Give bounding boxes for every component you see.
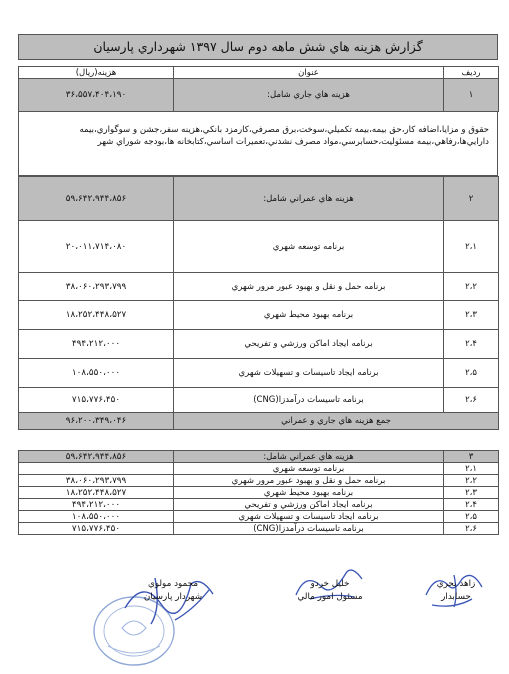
row-label: برنامه توسعه شهري	[174, 221, 444, 273]
row-amount: ۷۱۵،۷۷۶،۴۵۰	[19, 388, 174, 413]
summary-table	[18, 450, 499, 535]
table-row	[19, 273, 499, 301]
row-amount: ۳۶،۵۵۷،۴۰۴،۱۹۰	[19, 79, 174, 112]
header-subject: عنوان	[174, 67, 444, 79]
row-no: ۲،۲	[444, 475, 499, 487]
row-label: برنامه ايجاد تاسيسات و تسهيلات شهري	[174, 511, 444, 523]
row-no: ۲،۳	[444, 487, 499, 499]
row-no: ۲،۶	[444, 523, 499, 535]
total-row	[19, 413, 499, 430]
mayor-signature-block	[118, 578, 228, 604]
main-table-bottom	[18, 176, 499, 430]
summary-row	[19, 511, 499, 523]
treasurer-name: زاهد بحري	[436, 579, 476, 589]
table-header-row	[19, 67, 499, 79]
summary-row	[19, 499, 499, 511]
row-amount: ۱۰۸،۵۵۰،۰۰۰	[19, 511, 174, 523]
row-amount	[19, 463, 174, 475]
row-amount: ۲۰،۰۱۱،۷۱۴،۰۸۰	[19, 221, 174, 273]
row-no: ۲،۵	[444, 511, 499, 523]
row-amount: ۱۰۸،۵۵۰،۰۰۰	[19, 359, 174, 388]
treasurer-role: حسابدار	[441, 592, 471, 602]
row-amount: ۳۸،۰۶۰،۲۹۳،۷۹۹	[19, 475, 174, 487]
finance-name: خليل خردو	[310, 579, 350, 589]
row-label: برنامه حمل و نقل و بهبود عبور مرور شهري	[174, 273, 444, 301]
row-label: برنامه بهبود محيط شهري	[174, 301, 444, 330]
table-row	[19, 330, 499, 359]
mayor-role: شهردار پارسيان	[143, 592, 203, 602]
row-no: ۲	[444, 177, 499, 221]
row-amount: ۵۹،۶۴۲،۹۴۴،۸۵۶	[19, 451, 174, 463]
row-amount: ۱۸،۲۵۲،۴۴۸،۵۲۷	[19, 301, 174, 330]
total-amount: ۹۶،۲۰۰،۳۴۹،۰۴۶	[19, 413, 174, 430]
summary-row	[19, 487, 499, 499]
report-title: گزارش هزينه هاي شش ماهه دوم سال ۱۳۹۷ شهرداري پارسيان	[18, 34, 498, 60]
row-label: هزينه هاي عمراني شامل:	[174, 177, 444, 221]
row-no: ۲،۳	[444, 301, 499, 330]
row-amount: ۵۹،۶۴۲،۹۴۴،۸۵۶	[19, 177, 174, 221]
table-row	[19, 359, 499, 388]
row-no: ۲،۲	[444, 273, 499, 301]
row-amount: ۴۹۴،۲۱۲،۰۰۰	[19, 330, 174, 359]
row-label: برنامه تاسيسات درآمدزا(CNG)	[174, 388, 444, 413]
table-row	[19, 388, 499, 413]
row-label: برنامه تاسيسات درآمدزا(CNG)	[174, 523, 444, 535]
finance-signature-block	[280, 578, 380, 604]
summary-row	[19, 523, 499, 535]
summary-row	[19, 475, 499, 487]
description-line: حقوق و مزايا،اضافه كار،حق بيمه،بيمه تكميلي،سوخت،برق مصرفي،كارمزد بانكي،هزينه سفر،جشن و سوگواري،بيمه	[79, 125, 489, 135]
row-amount: ۴۹۴،۲۱۲،۰۰۰	[19, 499, 174, 511]
treasurer-signature-block	[420, 578, 492, 604]
finance-role: مسئول امور مالي	[297, 592, 363, 602]
current-costs-row	[19, 79, 499, 112]
description-line: دارايي‌ها،رفاهي،بيمه مسئوليت،حسابرسي،مواد مصرف نشدني،تعميرات اساسي،كتابخانه ها،بودجه شوراي شهر	[97, 137, 489, 147]
row-no: ۲،۱	[444, 463, 499, 475]
mayor-name: محمود مولوي	[147, 579, 199, 589]
row-label: برنامه حمل و نقل و بهبود عبور مرور شهري	[174, 475, 444, 487]
row-label: هزينه هاي جاري شامل:	[174, 79, 444, 112]
row-amount: ۳۸،۰۶۰،۲۹۳،۷۹۹	[19, 273, 174, 301]
table-row	[19, 301, 499, 330]
row-label: برنامه ايجاد تاسيسات و تسهيلات شهري	[174, 359, 444, 388]
row-no: ۲،۴	[444, 330, 499, 359]
row-label: برنامه ايجاد اماكن ورزشي و تفريحي	[174, 330, 444, 359]
total-label: جمع هزينه هاي جاري و عمراني	[174, 413, 499, 430]
row-no: ۱	[444, 79, 499, 112]
summary-row	[19, 463, 499, 475]
row-no: ۳	[444, 451, 499, 463]
row-no: ۲،۵	[444, 359, 499, 388]
table-row	[19, 221, 499, 273]
row-no: ۲،۱	[444, 221, 499, 273]
row-no: ۲،۶	[444, 388, 499, 413]
row-label: برنامه توسعه شهري	[174, 463, 444, 475]
row-amount: ۷۱۵،۷۷۶،۴۵۰	[19, 523, 174, 535]
header-row-no: رديف	[444, 67, 499, 79]
row-no: ۲،۴	[444, 499, 499, 511]
summary-header-row	[19, 451, 499, 463]
header-cost: هزينه(ريال)	[19, 67, 174, 79]
row-amount: ۱۸،۲۵۲،۴۴۸،۵۲۷	[19, 487, 174, 499]
development-costs-row	[19, 177, 499, 221]
row-label: برنامه ايجاد اماكن ورزشي و تفريحي	[174, 499, 444, 511]
row-label: هزينه هاي عمراني شامل:	[174, 451, 444, 463]
current-costs-description	[18, 111, 498, 176]
row-label: برنامه بهبود محيط شهري	[174, 487, 444, 499]
main-table-top	[18, 66, 499, 112]
